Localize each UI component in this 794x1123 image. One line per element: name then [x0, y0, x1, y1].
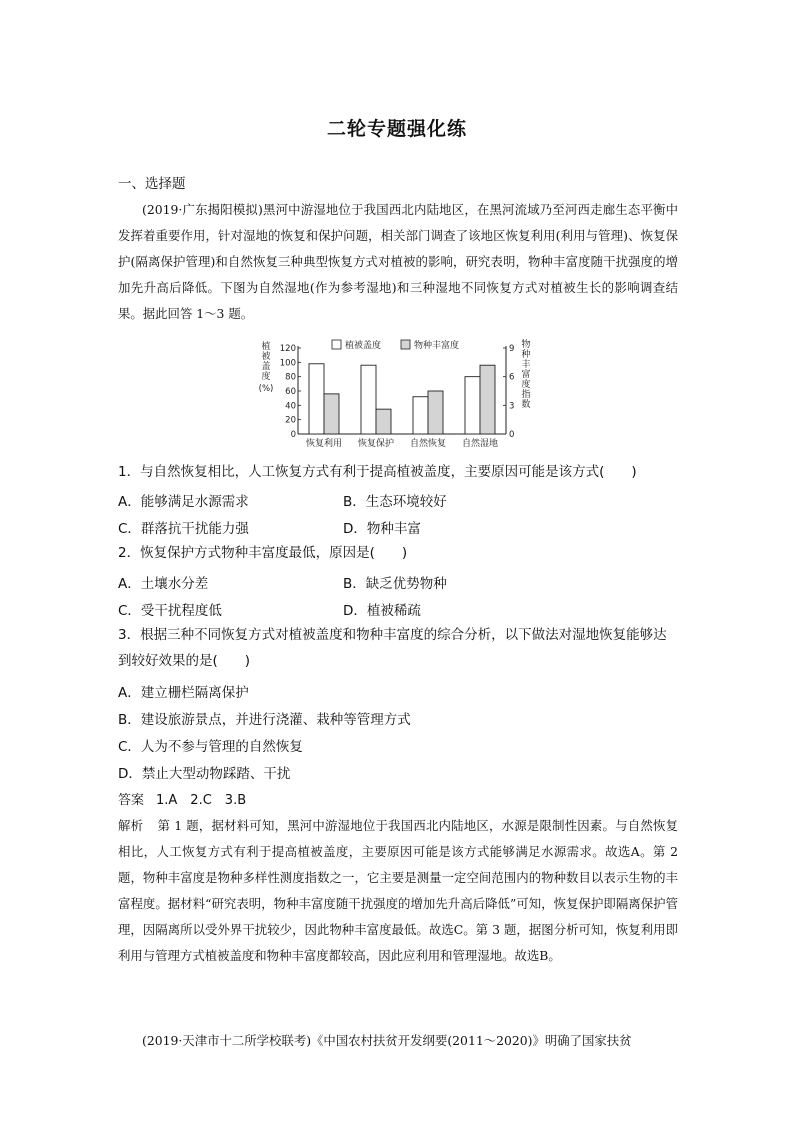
- right-tick-label: 9: [509, 344, 515, 354]
- q1-option-a: A．能够满足水源需求: [118, 494, 249, 510]
- q1-option-d: D．物种丰富: [343, 521, 421, 537]
- left-tick-label: 40: [285, 401, 296, 412]
- analysis-label: 解析: [118, 818, 144, 833]
- x-category-label: 自然恢复: [409, 439, 447, 449]
- q2-option-d: D．植被稀疏: [343, 603, 421, 619]
- bar-vegetation-cover: [309, 364, 324, 434]
- left-tick-label: 60: [285, 387, 296, 397]
- right-tick-label: 6: [509, 372, 515, 383]
- right-axis-title-char: 指: [521, 390, 531, 400]
- right-axis-title-char: 度: [521, 380, 531, 390]
- bar-species-richness: [480, 365, 495, 434]
- q1-option-c: C．群落抗干扰能力强: [118, 521, 249, 537]
- right-axis-title-char: 丰: [521, 360, 531, 370]
- x-category-label: 恢复利用: [305, 439, 343, 449]
- left-tick-label: 20: [285, 415, 296, 426]
- q1-option-b: B．生态环境较好: [343, 494, 447, 510]
- right-axis-title-char: 种: [521, 350, 531, 360]
- intro-text: 黑河中游湿地位于我国西北内陆地区，在黑河流域乃至河西走廊生态平衡中发挥着重要作用，针对湿地的恢复和保护问题，相关部门调查了该地区恢复利用(利用与管理)、恢复保护(隔离保护管理)和自然恢复三种典型恢复方式对植被的影响，研究表明，物种丰富度随干扰强度的增加先升高后降低。下图为自然湿地(作为参考湿地)和三种湿地不同恢复方式对植被生长的影响调查结果。据此回答 1～3 题。: [118, 202, 679, 321]
- q2-option-b: B．缺乏优势物种: [343, 576, 447, 592]
- answer-line: [118, 789, 246, 808]
- next-source: (2019·天津市十二所学校联考): [142, 1033, 312, 1048]
- question-1-stem: 1．与自然恢复相比，人工恢复方式有利于提高植被盖度，主要原因可能是该方式( ): [118, 464, 637, 480]
- next-text: 《中国农村扶贫开发纲要(2011～2020)》明确了国家扶贫: [311, 1033, 632, 1048]
- question-2-stem: 2．恢复保护方式物种丰富度最低，原因是( ): [118, 545, 408, 561]
- left-axis-title-char: 植: [261, 342, 271, 352]
- q3-option-d: D．禁止大型动物踩踏、干扰: [118, 766, 291, 782]
- q3-option-c: C．人为不参与管理的自然恢复: [118, 739, 303, 755]
- bar-vegetation-cover: [465, 377, 480, 434]
- bar-chart: [254, 336, 534, 454]
- bar-species-richness: [324, 394, 339, 434]
- x-category-label: 恢复保护: [357, 439, 395, 449]
- left-axis-title-char: 度: [261, 372, 271, 382]
- analysis-paragraph: [118, 813, 678, 969]
- left-tick-label: 120: [279, 344, 296, 354]
- section-heading: 一、选择题: [118, 176, 186, 192]
- right-axis-title-char: 富: [521, 370, 531, 380]
- bar-species-richness: [376, 409, 391, 434]
- analysis-text: 第 1 题，据材料可知，黑河中游湿地位于我国西北内陆地区，水源是限制性因素。与自然恢复相比，人工恢复方式有利于提高植被盖度，主要原因可能是该方式能够满足水源需求。故选A。第 2 题，物种丰富度是物种多样性测度指数之一，它主要是测量一定空间范围内的物种数目以表示生物的丰富程度。据材料“研究表明，物种丰富度随干扰强度的增加先升高后降低”可知，恢复保护即隔离保护管理，因隔离所以受外界干扰较少，因此物种丰富度最低。故选C。第 3 题，据图分析可知，恢复利用即利用与管理方式植被盖度和物种丰富度都较高，因此应利用和管理湿地。故选B。: [118, 818, 679, 963]
- q3-option-a: A．建立栅栏隔离保护: [118, 685, 249, 701]
- page-title: 二轮专题强化练: [326, 118, 467, 140]
- right-tick-label: 3: [509, 401, 515, 412]
- right-axis-title-char: 物: [521, 340, 531, 350]
- legend-label-1: 植被盖度: [345, 341, 382, 351]
- bar-vegetation-cover: [413, 397, 428, 434]
- answer-values: 1.A 2.C 3.B: [156, 793, 247, 808]
- left-axis-title-char: 盖: [261, 362, 271, 372]
- legend-swatch-1: [332, 340, 341, 349]
- x-category-label: 自然湿地: [461, 439, 499, 449]
- left-axis-unit: (%): [258, 384, 274, 394]
- legend-swatch-2: [401, 340, 410, 349]
- intro-paragraph: [118, 197, 678, 327]
- q2-option-c: C．受干扰程度低: [118, 603, 222, 619]
- left-tick-label: 100: [279, 358, 296, 369]
- answer-label: 答案: [118, 793, 145, 808]
- intro-source: (2019·广东揭阳模拟): [142, 202, 263, 217]
- legend-label-2: 物种丰富度: [414, 341, 460, 351]
- right-tick-label: 0: [509, 430, 515, 440]
- question-3-stem: 3．根据三种不同恢复方式对植被盖度和物种丰富度的综合分析，以下做法对湿地恢复能够达到较好效果的是( ): [118, 627, 667, 669]
- right-axis-title-char: 数: [521, 400, 531, 410]
- left-axis-title-char: 被: [261, 352, 271, 362]
- left-tick-label: 80: [285, 372, 296, 383]
- left-tick-label: 0: [290, 430, 296, 440]
- q3-option-b: B．建设旅游景点，并进行浇灌、栽种等管理方式: [118, 712, 411, 728]
- next-question-paragraph: [118, 1028, 678, 1054]
- bar-species-richness: [428, 391, 443, 434]
- bar-vegetation-cover: [361, 365, 376, 434]
- q2-option-a: A．土壤水分差: [118, 576, 209, 592]
